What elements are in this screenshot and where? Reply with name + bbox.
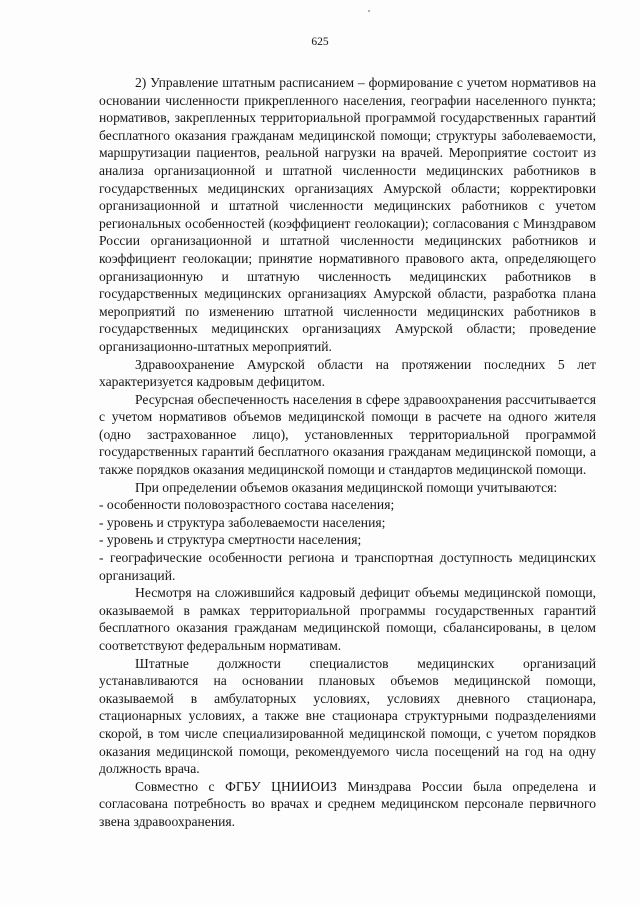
list-item: - уровень и структура смертности населения; <box>99 532 362 548</box>
paragraph-staff-deficit: Здравоохранение Амурской области на протяжении последних 5 лет характеризуется кадровым дефицитом. <box>99 356 596 390</box>
paragraph-joint-determination: Совместно с ФГБУ ЦНИИОИЗ Минздрава России была определена и согласована потребность во врачах и среднем медицинском персонале первичного звена здравоохранения. <box>99 778 596 829</box>
paragraph-staff-positions: Штатные должности специалистов медицинских организаций устанавливаются на основании плановых объемов медицинской помощи, оказываемой в амбулаторных условиях, условиях дневного стационара, стационарных условиях, а также вне стационара структурными подразделениями скорой, в том числе специализированной медицинской помощи, с учетом порядков оказания медицинской помощи, рекомендуемого числа посещений на год на одну должность врача. <box>99 655 596 777</box>
document-body <box>99 74 596 831</box>
paragraph-volume-factors-intro: При определении объемов оказания медицинской помощи учитываются: <box>135 479 558 495</box>
paragraph-resource-provision: Ресурсная обеспеченность населения в сфере здравоохранения рассчитывается с учетом нормативов объемов медицинской помощи в расчете на одного жителя (одно застрахованное лицо), установленных территориальной программой государственных гарантий бесплатного оказания гражданам медицинской помощи, а также порядков оказания медицинской помощи и стандартов медицинской помощи. <box>99 391 596 478</box>
list-item: - географические особенности региона и транспортная доступность медицинских организаций. <box>99 550 596 583</box>
list-item: - уровень и структура заболеваемости населения; <box>99 514 386 530</box>
page-number: 625 <box>311 36 329 48</box>
paragraph-staffing-management: 2) Управление штатным расписанием – формирование с учетом нормативов на основании численности прикрепленного населения, географии населенного пункта; нормативов, закрепленных территориальной программой государственных гарантий бесплатного оказания гражданам медицинской помощи; структуры заболеваемости, маршрутизации пациентов, реальной нагрузки на врачей. Мероприятие состоит из анализа организационной и штатной численности медицинских работников в государственных медицинских организациях Амурской области; корректировки организационной и штатной численности медицинских работников с учетом региональных особенностей (коэффициент геолокации); согласования с Минздравом России организационной и штатной численности медицинских работников и коэффициент геолокации; принятие нормативного правового акта, определяющего организационную и штатную численность медицинских работников в государственных медицинских организациях Амурской области, разработка плана мероприятий по изменению штатной численности медицинских работников в государственных медицинских организациях Амурской области; проведение организационно-штатных мероприятий. <box>99 75 596 354</box>
scan-speck <box>368 10 370 12</box>
list-item: - особенности половозрастного состава населения; <box>99 497 395 513</box>
paragraph-balanced-volumes: Несмотря на сложившийся кадровый дефицит объемы медицинской помощи, оказываемой в рамках территориальной программы государственных гарантий бесплатного оказания гражданам медицинской помощи, сбалансированы, в целом соответствуют федеральным нормативам. <box>99 585 596 653</box>
